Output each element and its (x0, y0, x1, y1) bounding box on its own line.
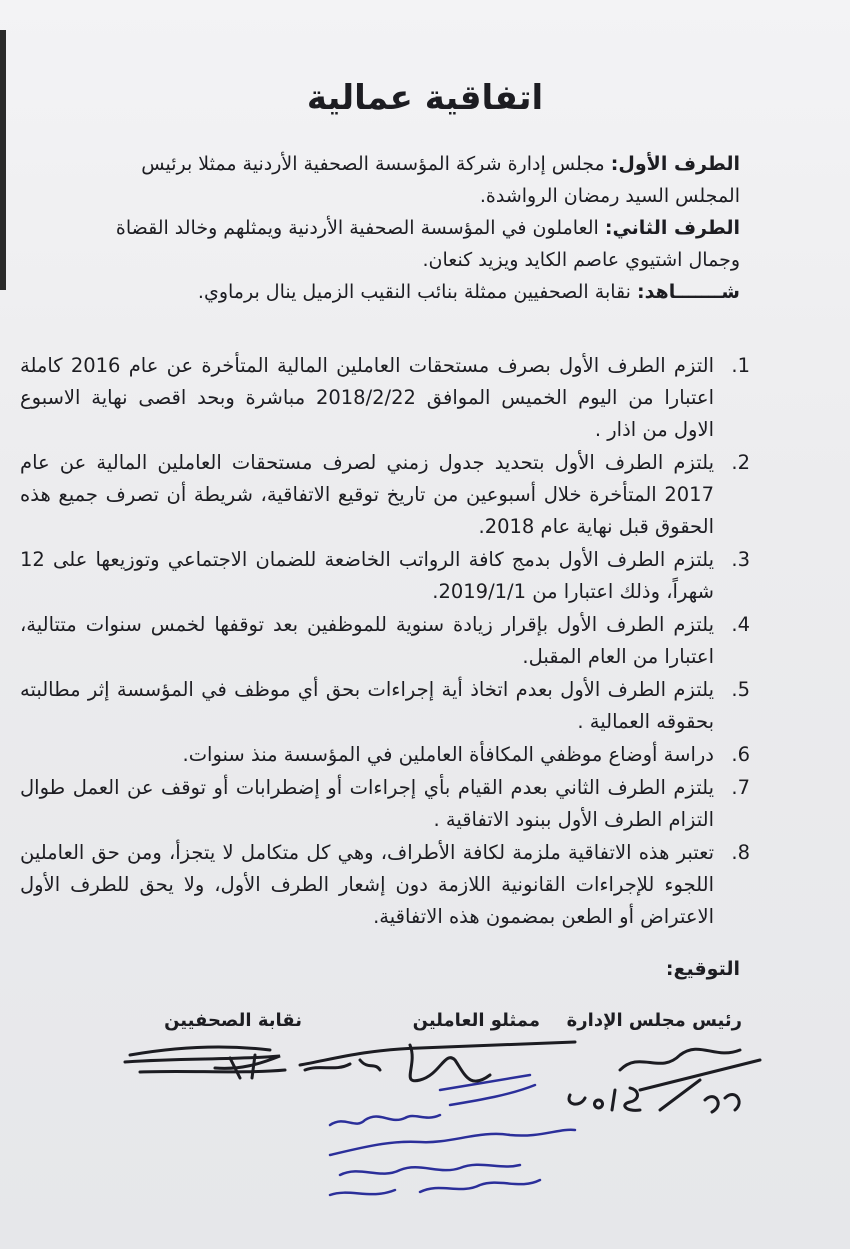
clause-number: 1. (731, 354, 750, 377)
clause-text: يلتزم الطرف الأول بتحديد جدول زمني لصرف مستحقات العاملين المالية عن عام 2017 المتأخرة خلال أسبوعين من تاريخ توقيع الاتفاقية، شريطة أن تصرف جميع هذه الحقوق قبل نهاية عام 2018. (20, 451, 714, 538)
signatory-union-label: نقابة الصحفيين (164, 1010, 302, 1031)
clauses-list (20, 350, 750, 934)
clause-item (20, 350, 750, 446)
clause-number: 4. (731, 613, 750, 636)
clause-number: 5. (731, 678, 750, 701)
party-first-text: مجلس إدارة شركة المؤسسة الصحفية الأردنية ممثلا برئيس المجلس السيد رمضان الرواشدة. (141, 153, 740, 207)
clause-item (20, 739, 750, 771)
clause-text: تعتبر هذه الاتفاقية ملزمة لكافة الأطراف، وهي كل متكامل لا يتجزأ، ومن حق العاملين اللجوء للإجراءات القانونية اللازمة دون إشعار الطرف الأول، ولا يحق للطرف الأول الاعتراض أو الطعن بمضمون هذه الاتفاقية. (20, 841, 714, 928)
management-signature (620, 1049, 760, 1090)
clause-text: يلتزم الطرف الأول بعدم اتخاذ أية إجراءات بحق أي موظف في المؤسسة إثر مطالبته بحقوقه العمالية . (20, 678, 714, 733)
clause-number: 7. (731, 776, 750, 799)
clause-text: يلتزم الطرف الأول بإقرار زيادة سنوية للموظفين بعد توقفها لخمس سنوات متتالية، اعتبارا من العام المقبل. (20, 613, 714, 668)
clause-item (20, 447, 750, 543)
clause-item (20, 772, 750, 836)
clause-item (20, 837, 750, 933)
handwritten-signatures (0, 1030, 850, 1230)
parties-section (80, 148, 740, 308)
party-witness-text: نقابة الصحفيين ممثلة بنائب النقيب الزميل ينال برماوي. (197, 281, 631, 303)
page-edge-shadow (0, 30, 6, 290)
party-first (80, 148, 740, 212)
party-second (80, 212, 740, 276)
signature-heading: التوقيع: (665, 958, 740, 980)
clause-text: التزم الطرف الأول بصرف مستحقات العاملين المالية المتأخرة عن عام 2016 كاملة اعتبارا من اليوم الخميس الموافق 2018/2/22 مباشرة وبحد اقصى نهاية الاسبوع الاول من اذار . (20, 354, 715, 441)
signatory-workers-label: ممثلو العاملين (412, 1010, 540, 1031)
clause-number: 6. (731, 743, 750, 766)
clause-text: يلتزم الطرف الثاني بعدم القيام بأي إجراءات أو إضطرابات أو توقف عن العمل طوال التزام الطرف الأول ببنود الاتفاقية . (20, 776, 714, 831)
clause-item (20, 544, 750, 608)
party-first-label: الطرف الأول: (610, 153, 740, 175)
clause-number: 2. (731, 451, 750, 474)
party-witness-label: شـــــــاهد: (636, 281, 740, 303)
clause-item (20, 609, 750, 673)
union-signature (125, 1047, 285, 1078)
workers-signature (300, 1042, 575, 1081)
clause-number: 8. (731, 841, 750, 864)
party-witness (80, 276, 740, 308)
clause-number: 3. (731, 548, 750, 571)
party-second-text: العاملون في المؤسسة الصحفية الأردنية ويمثلهم وخالد القضاة وجمال اشتيوي عاصم الكايد ويزيد كنعان. (115, 217, 740, 271)
clause-text: يلتزم الطرف الأول بدمج كافة الرواتب الخاضعة للضمان الاجتماعي وتوزيعها على 12 شهراً، وذلك اعتبارا من 2019/1/1. (20, 548, 714, 603)
blue-ink-signatures (330, 1075, 575, 1195)
clause-text: دراسة أوضاع موظفي المكافأة العاملين في المؤسسة منذ سنوات. (182, 743, 714, 766)
handwritten-date (569, 1080, 739, 1112)
document-title: اتفاقية عمالية (306, 78, 544, 118)
signatory-management-label: رئيس مجلس الإدارة (566, 1010, 742, 1031)
clause-item (20, 674, 750, 738)
party-second-label: الطرف الثاني: (604, 217, 740, 239)
